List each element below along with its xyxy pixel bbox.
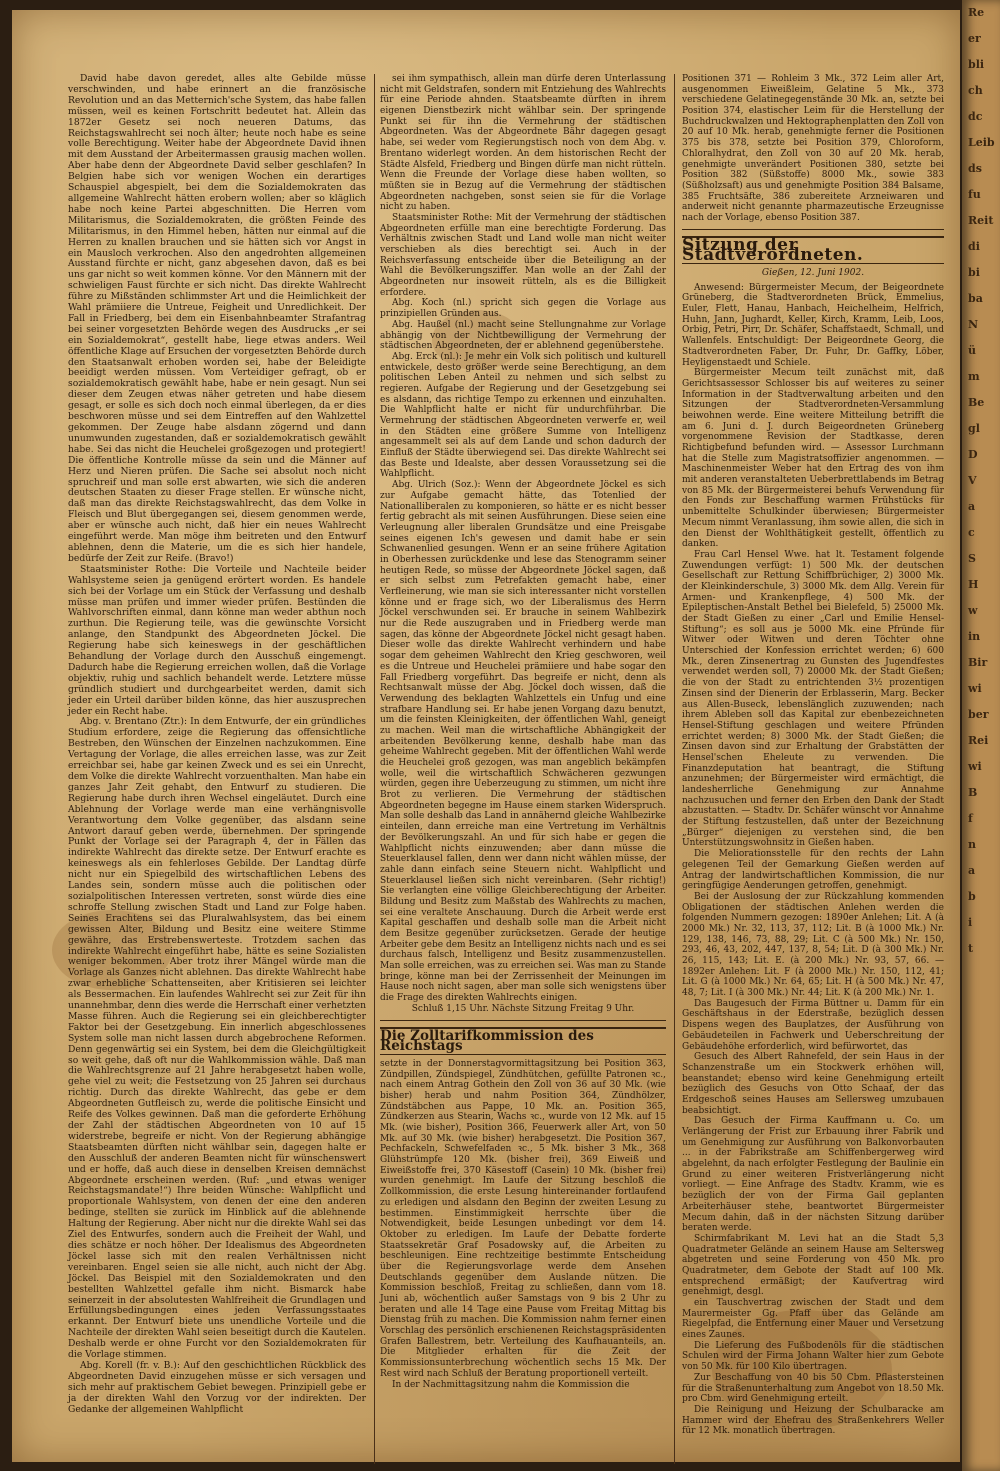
paragraph: setzte in der Donnerstagvormittagsitzung bei Position 363, Zündpillen, Zündspiegel, Zündhütchen, gefüllte Patronen ꝛc., nach einem Antrag Gothein den Zoll von 36 auf 30 Mk. (wie bisher) herab und nahm Position 364, Zündhölzer, Zündstäbchen aus Pappe, 10 Mk. an. Position 365, Zündkerzen aus Stearin, Wachs ꝛc., wurde von 12 Mk. auf 15 Mk. (wie bisher), Position 366, Feuerwerk aller Art, von 50 Mk. auf 30 Mk. (wie bisher) herabgesetzt. Die Position 367, Pechfackeln, Schwefelfaden ꝛc., 5 Mk. bisher 3 Mk., 368 Glühstrümpfe 120 Mk. (bisher frei), 369 Eiweiß und Eiweißstoffe frei, 370 Käsestoff (Casein) 10 Mk. (bisher frei) wurden genehmigt. Im Laufe der Sitzung beschloß die Zollkommission, die erste Lesung hintereinander fortlaufend zu erledigen und alsdann den Beginn der zweiten Lesung zu bestimmen. Einstimmigkeit herrschte über die Notwendigkeit, beide Lesungen unbedingt vor dem 14. Oktober zu erledigen. Im Laufe der Debatte forderte Staatssekretär Graf Posadowsky auf, die Arbeiten zu beschleunigen. Eine rechtzeitige bestimmte Entscheidung über die Regierungsvorlage werde dem Ansehen Deutschlands gegenüber dem Auslande nützen. Die Kommission beschloß, Freitag zu schließen, dann vom 18. Juni ab, wöchentlich außer Samstags von 9 bis 2 Uhr zu beraten und alle 14 Tage eine Pause vom Freitag Mittag bis Dienstag früh zu machen. Die Kommission nahm ferner einen Vorschlag des persönlich erschienenen Reichstagspräsidenten Grafen Ballestrem, betr. Verteilung des Kaufhauanteils, an. Die Mitglieder erhalten für die Zeit der Kommissionsunterbrechung wöchentlich sechs 15 Mk. Der Rest wird nach Schluß der Beratung proportionell verteilt.: [380, 1058, 666, 1379]
paragraph: Staatsminister Rothe: Mit der Vermehrung der städtischen Abgeordneten erfülle man eine berechtigte Forderung. Das Verhältnis zwischen Stadt und Land wolle man nicht weiter verschieben als dies berechtigt sei. Auch in der Reichsverfassung entscheide über die Beteiligung an der Wahl die Bevölkerungsziffer. Man wolle an der Zahl der Abgeordneten nur insoweit rütteln, als es die Billigkeit erfordere.: [380, 212, 666, 298]
section-heading-zolltarif: Die Zolltarifkommission des Reichstags: [380, 1027, 666, 1055]
edge-fragment: gl: [968, 422, 980, 435]
edge-fragment: dc: [968, 110, 983, 123]
edge-fragment: N: [968, 318, 979, 331]
edge-fragment: S: [968, 552, 976, 565]
adjacent-page-edge: [962, 0, 1000, 1471]
edge-fragment: wi: [968, 760, 982, 773]
edge-fragment: n: [968, 838, 976, 851]
edge-fragment: m: [968, 370, 980, 383]
edge-fragment: c: [968, 526, 975, 539]
column-left: [68, 74, 366, 1415]
session-close: Schluß 1,15 Uhr. Nächste Sitzung Freitag 9 Uhr.: [411, 1003, 635, 1014]
edge-fragment: Reit: [968, 214, 994, 227]
column-rule: [674, 74, 675, 1464]
paragraph: Zur Beschaffung von 40 bis 50 Cbm. Pflastersteinen für die Straßenunterhaltung zum Angebot von 18.50 Mk. pro Cbm. wird Genehmigung erteilt.: [682, 1372, 944, 1405]
edge-fragment: b: [968, 890, 976, 903]
edge-fragment: w: [968, 604, 978, 617]
edge-fragment: a: [968, 864, 976, 877]
edge-fragment: f: [968, 812, 973, 825]
paragraph: Anwesend: Bürgermeister Mecum, der Beigeordnete Grüneberg, die Stadtverordneten Brück, Emmelius, Euler, Flett, Hanau, Hanbach, Heichelheim, Helfrich, Huhn, Jann, Jughardt, Keller, Kirch, Kramm, Leib, Loos, Orbig, Petri, Pirr, Dr. Schäfer, Schaffstaedt, Schmall, und Wallenfels. Entschuldigt: Der Beigeordnete Georg, die Stadtverordneten Faber, Dr. Fuhr, Dr. Gaffky, Löber, Heyligenstaedt und Schiele.: [682, 282, 944, 368]
column-rule: [374, 74, 375, 1464]
edge-fragment: Rei: [968, 734, 989, 747]
edge-fragment: ü: [968, 344, 976, 357]
edge-fragment: bli: [968, 58, 985, 71]
paragraph: Abg. Koch (nl.) spricht sich gegen die Vorlage aus prinzipiellen Gründen aus.: [380, 298, 666, 320]
edge-fragment: Leib: [968, 136, 995, 149]
edge-fragment: ds: [968, 162, 982, 175]
paragraph: Abg. v. Brentano (Ztr.): In dem Entwurfe, der ein gründliches Studium erfordere, zeige die Regierung das offensichtliche Bestreben, den Wünschen der Einzelnen nachzukommen. Eine Vertagung der Vorlage, die alles erreichen lasse, was zur Zeit erreichbar sei, habe gar keinen Zweck und es sei ein Unrecht, dem Volke die direkte Wahlrecht vorzuenthalten. Man habe ein ganzes Jahr Zeit gehabt, den Entwurf zu studieren. Die Regierung habe durch ihren Wechsel eingeläutet. Durch eine Ablehnung der Vorlage werde man eine verhängnisvolle Verantwortung dem Volke gegenüber, das alsdann seine Antwort darauf geben werde, übernehmen. Der springende Punkt der Vorlage sei der Paragraph 4, der in Fällen das indirekte Wahlrecht das direkte setze. Der Entwurf erachte es keineswegs als ein fehlerloses Gebilde. Der Landtag dürfe nicht nur ein Spiegelbild des wirtschaftlichen Lebens des Landes sein, sondern müsse auch die politischen oder sozialpolitischen Interessen vertreten, sonst würde dies eine schroffe Stellung zwischen Stadt und Land zur Folge haben. Seines Erachtens sei das Pluralwahlsystem, das bei einem gewissen Alter, Bildung und Besitz eine weitere Stimme gewähre, das Erstrebenswerteste. Trotzdem sachen das indirekte Wahlrecht eingeführt habe, hätte es seine Sozialisten weniger bekommen. Aber trotz ihrer Mängel würde man die Vorlage als Ganzes nicht ablehnen. Das direkte Wahlrecht habe zwar erhebliche Schattenseiten, aber Kritisieren sei leichter als Bessermachen. Ein laufendes Wahlrecht sei zur Zeit für ihn unannehmbar, denn dies werde die Herrschaft einer verhetzten Masse führen. Auch die Regierung sei ein gleichberechtigter Faktor bei der Gesetzgebung. Ein innerlich abgeschlossenes System solle man nicht lassen durch abgebrochene Reformen. Denn gegenwärtig sei ein System, bei dem die Gleichgültigkeit so weit gehe, daß oft nur die Wahlkommission wähle. Daß man die Wahlrechtsgrenze auf 21 Jahre herabgesetzt haben wolle, gehe viel zu weit; die Festsetzung von 25 Jahren sei durchaus richtig. Durch das direkte Wahlrecht, das gebe er dem Abgeordneten Gutfleisch zu, werde die politische Einsicht und Reife des Volkes gewinnen. Daß man die geforderte Erhöhung der Zahl der städtischen Abgeordneten von 10 auf 15 widerstrebe, begreife er nicht. Von der Regierung abhängige Staatsbeamten dürften nicht wählbar sein, dagegen halte er den Ausschluß der anderen Beamten nicht für wünschenswert und er hoffe, daß auch diese in denselben Kreisen demnächst Abgeordnete erscheinen werden. (Ruf: „und etwas weniger Reichstagsmandate!“) Ihre beiden Wünsche: Wahlpflicht und proportionale Wahlsystem, von denen der eine den anderen bedinge, stellten sie zurück im Hinblick auf die ablehnende Haltung der Regierung. Aber nicht nur die direkte Wahl sei das Ziel des Entwurfes, sondern auch die Freiheit der Wahl, und dies schätze er noch höher. Der Idealismus des Abgeordneten Jöckel lasse sich mit den realen Verhältnissen nicht vereinbaren. Engel seien sie alle nicht, auch nicht der Abg. Jöckel. Das Beispiel mit den Sozialdemokraten und den bestellten Wahlzettel gefalle ihm nicht. Bismarck habe seinerzeit in der absolutesten Wahlfreiheit die Grundlagen und Erfüllungsbedingungen eines jeden Verfassungsstaates erkannt. Der Entwurf biete uns unendliche Vorteile und die Nachteile der direkten Wahl seien beseitigt durch die Kautelen. Deshalb werde er ohne Furcht vor den Sozialdemokraten für die Vorlage stimmen.: [68, 716, 366, 1361]
paragraph: sei ihm sympathisch, allein man dürfe deren Unterlassung nicht mit Geldstrafen, sondern mit Entziehung des Wahlrechts für eine Periode ahnden. Staatsbeamte dürften in ihrem eigenen Dienstbezirk nicht wählbar sein. Der springende Punkt sei für ihn die Vermehrung der städtischen Abgeordneten. Was der Abgeordnete Bähr dagegen gesagt habe, sei weder vom Regierungstisch noch von dem Abg. v. Brentano widerlegt worden. An dem historischen Recht der Städte Alsfeld, Friedberg und Bingen dürfe man nicht rütteln. Wenn die Freunde der Vorlage diese haben wollten, so müßten sie in Bezug auf die Vermehrung der städtischen Abgeordneten nachgeben, sonst seien sie für die Vorlage nicht zu haben.: [380, 74, 666, 213]
paragraph: Die Lieferung des Fußbodenöls für die städtischen Schulen wird der Firma Johann Walter hier zum Gebote von 50 Mk. für 100 Kilo übertragen.: [682, 1340, 944, 1373]
edge-fragment: in: [968, 630, 981, 643]
paragraph: Das Baugesuch der Firma Büttner u. Damm für ein Geschäftshaus in der Ederstraße, bezüglich dessen Dispens wegen des Bauplatzes, der Ausführung von Gebäudeteilen in Fachwerk und Ueberschreitung der Gebäudehöhe erforderlich, wird befürwortet, das: [682, 998, 944, 1052]
paragraph: Positionen 371 — Rohleim 3 Mk., 372 Leim aller Art, ausgenommen Eiweißleim, Gelatine 5 Mk., 373 verschiedene Gelatinegegenstände 30 Mk. an, setzte bei Position 374, elastischer Leim für die Herstellung der Buchdruckwalzen und Hektographenplatten den Zoll von 20 auf 10 Mk. herab, genehmigte ferner die Positionen 375 bis 378, setzte bei Position 379, Chloroform, Chloralhydrat, den Zoll von 30 auf 20 Mk. herab, genehmigte unverändert Positionen 380, setzte bei Position 382 (Süßstoffe) 8000 Mk., sowie 383 (Süßholzsaft) aus und genehmigte Position 384 Balsame, 385 Fruchtsäfte, 386 zubereitete Arzneiwaren und anderweit nicht genannte pharmazeutische Erzeugnisse nach der Vorlage, ebenso Position 387.: [682, 74, 944, 223]
edge-fragment: B: [968, 786, 978, 799]
paragraph: Abg. Erck (nl.): Je mehr ein Volk sich politisch und kulturell entwickele, desto größer werde seine Berechtigung, an dem politischen Leben Anteil zu nehmen und sich selbst zu regieren. Aufgabe der Regierung und der Gesetzgebung sei es alsdann, das richtige Tempo zu erkennen und einzuhalten. Die Wahlpflicht halte er nicht für undurchführbar. Die Vermehrung der städtischen Abgeordneten verwerfe er, weil in den Städten eine größere Summe von Intelligenz angesammelt sei als auf dem Lande und schon dadurch der Einfluß der Städte überwiegend sei. Das direkte Wahlrecht sei das Beste und Idealste, aber dessen Voraussetzung sei die Wahlpflicht.: [380, 351, 666, 480]
edge-fragment: wi: [968, 682, 982, 695]
section-heading-stadtverordnete: Sitzung der Stadtverordneten.: [682, 236, 944, 264]
edge-fragment: Re: [968, 6, 985, 19]
edge-fragment: bi: [968, 266, 980, 279]
edge-fragment: di: [968, 240, 980, 253]
edge-fragment: fu: [968, 188, 981, 201]
separator: [682, 229, 944, 230]
dateline: Gießen, 12. Juni 1902.: [761, 268, 865, 278]
edge-fragment: H: [968, 578, 979, 591]
paragraph: Gesuch des Albert Rahnefeld, der sein Haus in der Schanzenstraße um ein Stockwerk erhöhen will, beanstandet; ebenso wird keine Genehmigung erteilt bezüglich des Gesuchs von Otto Schaaf, der das Erdgeschoß seines Hauses am Sellersweg umzubauen beabsichtigt.: [682, 1052, 944, 1116]
edge-fragment: ba: [968, 292, 983, 305]
separator: [380, 1020, 666, 1021]
edge-fragment: D: [968, 448, 978, 461]
edge-fragment: i: [968, 916, 973, 929]
paragraph: Die Meliorationsstelle für den rechts der Lahn gelegenen Teil der Gemarkung Gießen werden auf Antrag der landwirtschaftlichen Kommission, die nur geringfügige Aenderungen getroffen, genehmigt.: [682, 849, 944, 892]
paragraph: Bürgermeister Mecum teilt zunächst mit, daß Gerichtsassessor Schlosser bis auf weiteres zu seiner Information in der Stadtverwaltung arbeiten und den Sitzungen der Stadtverordneten-Versammlung beiwohnen werde. Eine weitere Mitteilung betrifft die am 6. Juni d. J. durch Beigeordneten Grüneberg vorgenommene Revision der Stadtkasse, deren Richtigbefund befunden wird. — Assessor Lurchmann hat die Stelle zum Magistratsoffizier angenommen. — Maschinenmeister Weber hat den Ertrag des von ihm mit anderen veranstalteten Ueberbrettlabends im Betrag von 85 Mk. der Bürgermeisterei behufs Verwendung für den Fonds zur Beschaffung warmen Frühstücks für unbemittelte Schulkinder überwiesen; Bürgermeister Mecum nimmt Veranlassung, ihm sowie allen, die sich in den Dienst der Wohlthätigkeit gestellt, öffentlich zu danken.: [682, 368, 944, 550]
edge-fragment: er: [968, 32, 981, 45]
edge-fragment: ber: [968, 708, 989, 721]
paragraph: Das Gesuch der Firma Kauffmann u. Co. um Verlängerung der Frist zur Erbauung ihrer Fabrik und um Genehmigung zur Ausführung von Balkonvorbauten ... in der Fabrikstraße am Schiffenbergerweg wird abgelehnt, da nach erfolgter Festlegung der Baulinie ein Grund zu einer weiteren Fristverlängerung nicht vorliegt. — Eine Anfrage des Stadtv. Kramm, wie es bezüglich der von der Firma Gail geplanten Arbeiterhäuser stehe, beantwortet Bürgermeister Mecum dahin, daß in der nächsten Sitzung darüber beraten werde.: [682, 1116, 944, 1234]
edge-fragment: Be: [968, 396, 985, 409]
paragraph: Frau Carl Hensel Wwe. hat lt. Testament folgende Zuwendungen verfügt: 1) 500 Mk. der deutschen Gesellschaft zur Rettung Schiffbrüchiger, 2) 3000 Mk. der Kleinkinderschule, 3) 3000 Mk. dem Allg. Verein für Armen- und Krankenpflege, 4) 500 Mk. der Epileptischen-Anstalt Bethel bei Bielefeld, 5) 25000 Mk. der Stadt Gießen zu einer „Carl und Emilie Hensel-Stiftung“; es soll aus je 5000 Mk. eine Pfründe für Witwer oder Witwen und deren Töchter ohne Unterschied der Konfession errichtet werden; 6) 600 Mk., deren Zinsenertrag zu Gunsten des Jugendfestes verwendet werden soll, 7) 20000 Mk. der Stadt Gießen; die von der Stadt zu entrichtenden 3½ prozentigen Zinsen sind der Dienerin der Erblasserin, Marg. Becker aus Allen-Buseck, lebenslänglich zuzuwenden; nach ihrem Ableben soll das Kapital zur ebenbezeichneten Hensel-Stiftung geschlagen und weitere Pfründen errichtet werden; 8) 3000 Mk. der Stadt Gießen; die Zinsen davon sind zur Erhaltung der Grabstätten der Hensel'schen Eheleute zu verwenden. Die Finanzdeputation hat beantragt, die Stiftung anzunehmen; der Bürgermeister wird ermächtigt, die landesherrliche Genehmigung zur Annahme nachzusuchen und ferner den Erben den Dank der Stadt abzustatten. — Stadtv. Dr. Schäfer wünscht vor Annahme der Stiftung festzustellen, daß unter der Bezeichnung „Bürger“ diejenigen zu verstehen sind, die ben Unterstützungswohnsitz in Gießen haben.: [682, 549, 944, 849]
edge-fragment: Bir: [968, 656, 988, 669]
paragraph: ein Tauschvertrag zwischen der Stadt und dem Maurermeister Gg. Pfaff über das Gelände am Riegelpfad, die Entfernung einer Mauer und Versetzung eines Zaunes.: [682, 1298, 944, 1341]
paragraph: Staatsminister Rothe: Die Vorteile und Nachteile beider Wahlsysteme seien ja genügend erörtert worden. Es handele sich bei der Vorlage um ein Stück der Verfassung und deshalb müsse man prüfen und immer wieder prüfen. Bestünden die Wahlvorschriften einmal, dann könne man weder abthun noch zurthun. Die Regierung teile, was die gewünschte Vorsicht anlange, den Standpunkt des Abgeordneten Jöckel. Die Regierung habe sich keineswegs in der geschäftlichen Behandlung der Vorlage durch den Ausschuß eingemengt. Dadurch habe die Regierung erreichen wollen, daß die Vorlage objektiv, ruhig und sachlich behandelt werde. Letztere müsse gründlich studiert und durchgearbeitet werden, damit sich jeder ein Urteil darüber bilden könne, das hier auszusprechen jeder ein Recht habe.: [68, 563, 366, 717]
edge-fragment: t: [968, 942, 974, 955]
paragraph: In der Nachmittagsitzung nahm die Kommission die: [392, 1379, 630, 1390]
paragraph: Abg. Ulrich (Soz.): Wenn der Abgeordnete Jöckel es sich zur Aufgabe gemacht hätte, das Totenlied der Nationalliberalen zu komponieren, so hätte er es nicht besser fertig gebracht als mit seinen Ausführungen. Diese seien eine Verleugnung aller liberalen Grundsätze und eine Preisgabe seines eigenen Ich's gewesen und damit habe er sein Schwanenlied gesungen. Wenn er an seine frühere Agitation in Oberhessen zurückdenke und lese das Stenogramm seiner heutigen Rede, so müsse der Abgeordnete Jöckel sagen, daß er sich selbst zum Petrefakten gemacht habe, einer Verfleinerung, wie man sie sich interessanter nicht vorstellen könne und er frage sich, wo der Liberalismus des Herrn Jöckel verschwunden sei. Er brauche in seinem Wahlbezirk nur die Rede auszugraben und in Friedberg werde man sagen, das könne der Abgeordnete Jöckel nicht gesagt haben. Dieser wolle das direkte Wahlrecht verhindern und habe sogar dem geheimen Wahlrecht den Krieg geschworen, weil es die Untreue und Heuchelei prämiiere und habe sogar den Fall Friedberg vorgeführt. Das begreife er nicht, denn als Rechtsanwalt müsse der Abg. Jöckel doch wissen, daß die Verwendung des beklagten Wahlzettels ein Unfug und eine strafbare Handlung sei. Er habe jenen Vorgang dazu benutzt, um die feinsten Kleinigkeiten, der öffentlichen Wahl, geneigt zu machen. Weil man die wirtschaftliche Abhängigkeit der arbeitenden Bevölkerung kenne, deshalb habe man das geheime Wahlrecht gegeben. Mit der öffentlichen Wahl werde die Heuchelei groß gezogen, was man angeblich bekämpfen wolle, weil die wirtschaftlich Schwächeren gezwungen würden, gegen ihre Ueberzeugung zu stimmen, um nicht ihre Brot zu verlieren. Die Vermehrung der städtischen Abgeordneten begegne im Hause einem starken Widerspruch. Man solle deshalb das Land in annähernd gleiche Wahlbezirke einteilen, dann erreiche man eine Vertretung im Verhältnis der Bevölkerungszahl. An und für sich habe er gegen die Wahlpflicht nichts einzuwenden; aber dann müsse die Steuerklausel fallen, denn wer dann nicht wählen müsse, der zahle dann einfach seine Steuern nicht. Wahlpflicht und Steuerklausel ließen sich nicht vereinbaren. (Sehr richtig!) Sie verlangten eine völlige Gleichberechtigung der Arbeiter. Bildung und Besitz zum Maßstab des Wahlrechts zu machen, sei eine veraltete Anschauung. Durch die Arbeit werde erst Kapital geschaffen und deshalb solle man die Arbeit nicht dem Besitze gegenüber zurücksetzen. Gerade der heutige Arbeiter gebe dem Besitz an Intelligenz nichts nach und es sei durchaus falsch, Intelligenz und Besitz zusammenzustellen. Man solle erreichen, was zu erreichen sei. Was man zu Stande bringe, könne man bei der Zerrissenheit der Meinungen im Hause noch nicht sagen, aber man solle sich wenigstens über die Frage des direkten Wahlrechts einigen.: [380, 480, 666, 1004]
column-right: [682, 74, 944, 1437]
paragraph: Abg. Korell (fr. v. B.): Auf den geschichtlichen Rückblick des Abgeordneten David einzugehen müsse er sich versagen und sich mehr auf praktischem Gebiet bewegen. Prinzipiell gebe er ja der direkten Wahl den Vorzug vor der indirekten. Der Gedanke der allgemeinen Wahlpflicht: [68, 1359, 366, 1415]
paragraph: Bei der Auslosung der zur Rückzahlung kommenden Obligationen der städtischen Anlehen werden die folgenden Nummern gezogen: 1890er Anlehen; Lit. A (à 2000 Mk.) Nr. 32, 113, 37, 112; Lit. B (à 1000 Mk.) Nr. 129, 138, 146, 73, 88, 29; Lit. C (à 500 Mk.) Nr. 150, 293, 46, 43, 202, 447, 137, 8, 54; Lit. D (à 300 Mk.) Nr. 26, 115, 143; Lit. E. (à 200 Mk.) Nr. 93, 57, 66. — 1892er Anlehen: Lit. F (à 2000 Mk.) Nr. 150, 112, 41; Lit. G (à 1000 Mk.) Nr. 64, 65; Lit. H (à 500 Mk.) Nr. 47, 48, 7; Lit. I (à 300 Mk.) Nr. 44; Lit. K (à 200 Mk.) Nr. 1.: [682, 891, 944, 999]
paragraph: Abg. Haußel (nl.) macht seine Stellungnahme zur Vorlage abhängig von der Nichtbewilligung der Vermehrung der städtischen Abgeordneten, der er ablehnend gegenüberstehe.: [380, 319, 666, 352]
edge-fragment: a: [968, 500, 976, 513]
edge-fragment: ch: [968, 84, 983, 97]
paragraph: Die Reinigung und Heizung der Schulbaracke am Hammer wird der Ehefrau des Straßenkehrers Weller für 12 Mk. monatlich übertragen.: [682, 1404, 944, 1437]
column-middle: [380, 74, 666, 1390]
edge-fragment: V: [968, 474, 977, 487]
paragraph: David habe davon geredet, alles alte Gebilde müsse verschwinden, und habe erinnert an die französische Revolution und an das Metternich'sche System, das habe fallen müssen, weil es keinen Fortschritt bedeutet hat. Allein das 1872er Gesetz sei noch neueren Datums, das Reichstagswahlrecht sei noch älter; heute noch habe es seine volle Berechtigung. Weiter habe der Abgeordnete David ihnen mit dem Ausstand der Arbeitermassen grausig machen wollen. Aber habe denn der Abgeordnete David selber geschlafen? In Belgien habe sich vor wenigen Wochen ein derartiges Schauspiel abgespielt, bei dem die Sozialdemokraten das allgemeine Wahlrecht hätten erobern wollen; aber so kläglich habe noch keine Partei abgeschnitten. Die Herren vom Militarismus, die Sozialdemokraten, die größten Feinde des Militarismus, in den Himmel heben, hätten nur einmal auf die Herren zu knallen brauchen und sie hätten sich vor Angst in ein Mausloch verkrochen. Also den angedrohten allgemeinen Ausstand fürchte er nicht, ganz abgesehen davon, daß es bei uns gar nicht so weit kommen könne. Vor den Männern mit der schwieligen Faust fürchte er sich nicht. Das direkte Wahlrecht führe zu Mißständen schlimmster Art und die Heimlichkeit der Wahl prämiiere die Untreue, Feigheit und Unredlichkeit. Der Fall in Friedberg, bei dem ein Eisenbahnbeamter Strafantrag bei seiner vorgesetzten Behörde wegen des Ausdrucks „er sei ein Sozialdemokrat“, gestellt habe, liege etwas anders. Weil öffentliche Klage auf Ersuchen der vorgesetzten Behörde durch den Staatsanwalt erhoben worden sei, habe der Beleidigte beeidigt werden müssen. Vom Verteidiger gefragt, ob er sozialdemokratisch gewählt habe, habe er nein gesagt. Nun sei dieser dem Zeugen etwas näher getreten und habe diesem gesagt, er solle es sich doch noch einmal überlegen, da er dies beschworen müsse und sei dem Eintreffen auf den Wahlzettel gekommen. Der Zeuge habe alsdann zögernd und dann unumwunden zugestanden, daß er sozialdemokratisch gewählt habe. Sei das nicht die Heuchelei großgezogen und protegiert! Die öffentliche Kontrolle müsse da sein und die Männer auf Herz und Nieren prüfen. Die Sache sei absolut noch nicht spruchreif und man solle erst abwarten, wie sich die anderen deutschen Staaten zu dieser Frage stellen. Er wünsche nicht, daß man das direkte Reichstagswahlrecht, das dem Volke in Fleisch und Blut übergegangen sei, diesem genommen werde, aber er wünsche auch nicht, daß hier ein neues Wahlrecht eingeführt werde. Man möge ihm beitreten und den Entwurf ablehnen, denn die Materie, um die es sich hier handele, bedürfe der Zeit zur Reife. (Bravo!): [68, 73, 366, 564]
paragraph: Schirmfabrikant M. Levi hat an die Stadt 5,3 Quadratmeter Gelände an seinem Hause am Seltersweg abgetreten und seine Forderung von 450 Mk. pro Quadratmeter, dem Gebote der Stadt auf 100 Mk. entsprechend ermäßigt; der Kaufvertrag wird genehmigt, desgl.: [682, 1233, 944, 1298]
